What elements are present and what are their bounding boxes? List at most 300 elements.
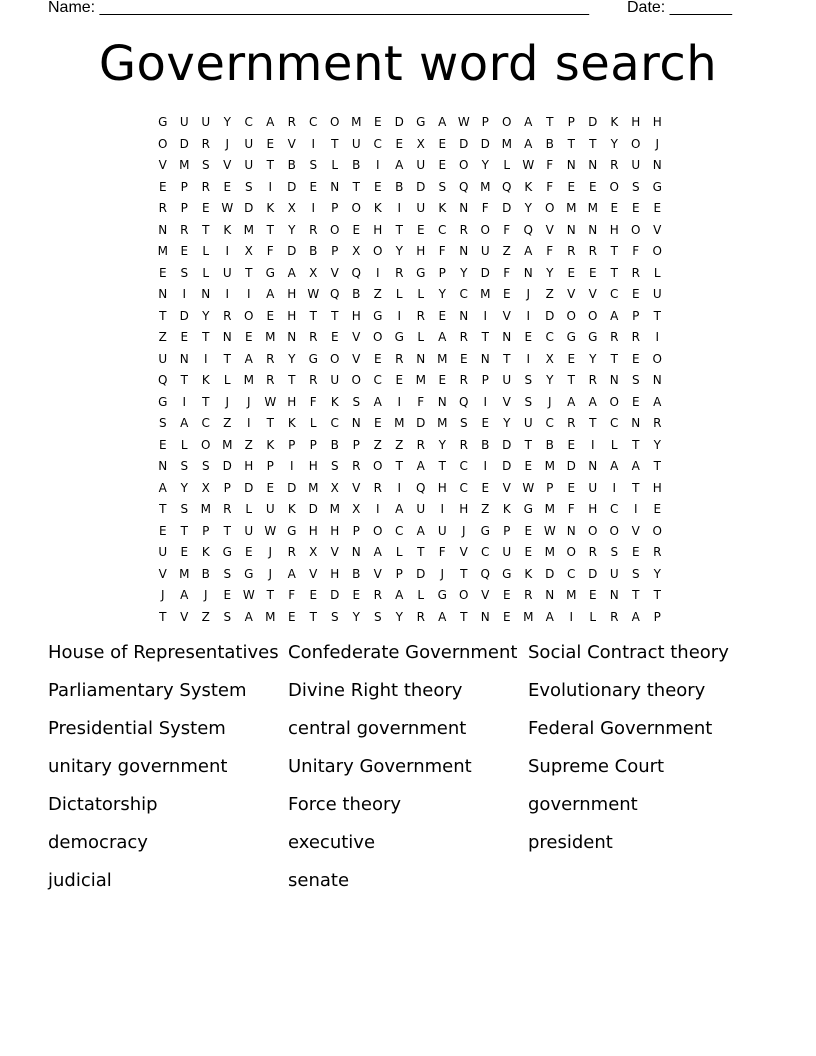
grid-letter: D <box>502 459 512 473</box>
grid-letter: R <box>201 179 210 194</box>
grid-letter: W <box>307 287 320 301</box>
grid-letter: G <box>523 502 533 516</box>
grid-letter: T <box>395 222 403 237</box>
grid-letter: M <box>415 373 426 387</box>
grid-letter: V <box>223 158 232 172</box>
grid-letter: T <box>202 222 210 237</box>
grid-letter: E <box>567 480 576 495</box>
grid-letter: D <box>222 459 232 473</box>
grid-letter: K <box>266 437 275 452</box>
grid-letter: H <box>330 566 340 581</box>
word-list-item: Supreme Court <box>528 756 665 777</box>
grid-letter: M <box>544 459 555 473</box>
grid-letter: R <box>567 244 576 258</box>
grid-letter: O <box>330 222 340 237</box>
grid-letter: Y <box>546 265 554 280</box>
grid-letter: Q <box>459 394 469 409</box>
grid-letter: E <box>567 179 576 194</box>
grid-letter: R <box>610 330 619 344</box>
grid-letter: R <box>158 201 167 215</box>
grid-letter: T <box>460 609 468 624</box>
grid-letter: Y <box>288 222 296 237</box>
grid-letter: M <box>265 609 276 624</box>
word-list-item: House of Representatives <box>48 642 279 663</box>
grid-letter: G <box>308 351 318 366</box>
grid-letter: P <box>395 566 403 581</box>
grid-letter: O <box>373 459 383 473</box>
header <box>48 0 748 19</box>
grid-letter: V <box>545 222 554 237</box>
grid-letter: M <box>544 545 555 559</box>
grid-letter: A <box>395 158 404 172</box>
grid-letter: V <box>631 523 640 538</box>
grid-letter: N <box>179 351 189 366</box>
grid-letter: U <box>416 158 426 172</box>
grid-letter: C <box>373 373 382 387</box>
grid-letter: F <box>288 588 296 602</box>
grid-letter: M <box>566 588 577 602</box>
grid-letter: S <box>631 566 640 581</box>
grid-letter: Y <box>288 351 296 366</box>
grid-letter: P <box>503 523 511 538</box>
grid-letter: K <box>223 222 232 237</box>
grid-letter: P <box>567 115 575 129</box>
grid-letter: D <box>545 566 555 581</box>
grid-letter: E <box>158 179 167 194</box>
grid-letter: M <box>437 416 448 430</box>
grid-letter: T <box>524 437 532 452</box>
grid-letter: E <box>352 222 361 237</box>
grid-letter: M <box>243 373 254 387</box>
grid-letter: F <box>309 394 317 409</box>
grid-letter: J <box>461 523 466 538</box>
grid-letter: L <box>395 545 403 559</box>
grid-letter: X <box>201 480 210 495</box>
grid-letter: N <box>523 265 533 280</box>
grid-letter: E <box>352 588 361 602</box>
grid-letter: T <box>567 136 575 151</box>
grid-letter: F <box>438 244 446 258</box>
grid-letter: D <box>308 502 318 516</box>
grid-letter: X <box>287 201 296 215</box>
grid-letter: Q <box>459 179 469 194</box>
grid-letter: B <box>481 437 490 452</box>
grid-letter: O <box>609 394 619 409</box>
grid-letter: E <box>588 265 597 280</box>
grid-letter: J <box>526 287 531 301</box>
grid-letter: Q <box>158 373 168 387</box>
grid-letter: F <box>632 244 640 258</box>
grid-letter: P <box>266 459 274 473</box>
grid-letter: T <box>309 308 317 323</box>
grid-letter: T <box>653 459 661 473</box>
grid-letter: E <box>309 179 318 194</box>
grid-letter: R <box>395 351 404 366</box>
grid-letter: G <box>222 545 232 559</box>
grid-letter: P <box>223 480 231 495</box>
grid-letter: N <box>480 609 490 624</box>
grid-letter: E <box>653 502 662 516</box>
grid-letter: R <box>653 416 662 430</box>
grid-letter: S <box>524 394 533 409</box>
grid-letter: N <box>566 523 576 538</box>
grid-letter: U <box>437 523 447 538</box>
grid-letter: E <box>631 201 640 215</box>
grid-letter: T <box>610 351 618 366</box>
grid-letter: N <box>588 459 598 473</box>
grid-letter: V <box>567 287 576 301</box>
grid-letter: U <box>158 545 168 559</box>
grid-letter: P <box>481 115 489 129</box>
grid-letter: T <box>632 437 640 452</box>
grid-letter: R <box>287 115 296 129</box>
word-list-item: government <box>528 794 638 815</box>
grid-letter: N <box>437 394 447 409</box>
grid-letter: C <box>545 416 554 430</box>
grid-letter: I <box>268 179 273 194</box>
grid-letter: S <box>180 502 189 516</box>
grid-letter: A <box>180 416 189 430</box>
grid-letter: H <box>609 222 619 237</box>
grid-letter: B <box>545 437 554 452</box>
grid-letter: S <box>180 459 189 473</box>
grid-letter: T <box>481 330 489 344</box>
grid-letter: D <box>416 416 426 430</box>
grid-letter: I <box>311 201 316 215</box>
grid-letter: H <box>330 523 340 538</box>
grid-letter: U <box>416 502 426 516</box>
grid-letter: R <box>309 330 318 344</box>
grid-letter: V <box>309 566 318 581</box>
grid-letter: I <box>655 330 660 344</box>
grid-letter: A <box>395 502 404 516</box>
grid-letter: W <box>457 115 470 129</box>
grid-letter: F <box>503 265 511 280</box>
grid-letter: R <box>459 437 468 452</box>
grid-letter: M <box>480 287 491 301</box>
grid-letter: U <box>244 523 254 538</box>
grid-letter: E <box>158 265 167 280</box>
grid-letter: O <box>609 523 619 538</box>
grid-letter: D <box>416 566 426 581</box>
date-field[interactable]: Date: _______ <box>627 0 732 16</box>
word-list-item: Confederate Government <box>288 642 518 663</box>
grid-letter: D <box>502 437 512 452</box>
grid-letter: P <box>331 244 339 258</box>
grid-letter: Q <box>502 179 512 194</box>
grid-letter: Z <box>373 437 382 452</box>
grid-letter: N <box>459 201 469 215</box>
grid-letter: U <box>158 351 168 366</box>
grid-letter: D <box>459 136 469 151</box>
grid-letter: I <box>526 351 531 366</box>
grid-letter: T <box>653 588 661 602</box>
grid-letter: I <box>375 265 380 280</box>
grid-letter: H <box>588 502 598 516</box>
grid-letter: T <box>159 609 167 624</box>
grid-letter: W <box>522 158 535 172</box>
grid-letter: C <box>610 416 619 430</box>
grid-letter: N <box>566 158 576 172</box>
grid-letter: V <box>180 609 189 624</box>
grid-letter: Q <box>523 222 533 237</box>
grid-letter: E <box>502 588 511 602</box>
grid-letter: S <box>223 566 232 581</box>
grid-letter: T <box>589 136 597 151</box>
grid-letter: X <box>416 136 425 151</box>
grid-letter: F <box>567 502 575 516</box>
word-list-item: Federal Government <box>528 718 713 739</box>
grid-letter: V <box>373 566 382 581</box>
grid-letter: C <box>201 416 210 430</box>
grid-letter: D <box>287 179 297 194</box>
grid-letter: I <box>203 351 208 366</box>
grid-letter: T <box>159 502 167 516</box>
grid-letter: O <box>609 179 619 194</box>
grid-letter: X <box>352 244 361 258</box>
grid-letter: D <box>566 459 576 473</box>
grid-letter: E <box>373 179 382 194</box>
grid-letter: T <box>632 588 640 602</box>
grid-letter: X <box>352 502 361 516</box>
grid-letter: N <box>588 222 598 237</box>
grid-letter: A <box>373 545 382 559</box>
grid-letter: T <box>288 373 296 387</box>
grid-letter: K <box>266 201 275 215</box>
grid-letter: E <box>524 459 533 473</box>
grid-letter: I <box>225 287 230 301</box>
grid-letter: E <box>201 201 210 215</box>
grid-letter: E <box>373 115 382 129</box>
grid-letter: Y <box>352 609 360 624</box>
grid-letter: V <box>459 545 468 559</box>
grid-letter: X <box>309 545 318 559</box>
grid-letter: A <box>180 588 189 602</box>
grid-letter: D <box>416 179 426 194</box>
grid-letter: B <box>395 179 404 194</box>
word-list <box>48 640 768 906</box>
word-list-item: Social Contract theory <box>528 642 729 663</box>
grid-letter: V <box>330 545 339 559</box>
grid-letter: K <box>330 394 339 409</box>
grid-letter: E <box>395 136 404 151</box>
grid-letter: N <box>459 308 469 323</box>
grid-letter: P <box>653 609 661 624</box>
grid-letter: S <box>201 459 210 473</box>
grid-letter: E <box>180 244 189 258</box>
grid-letter: U <box>179 115 189 129</box>
grid-letter: E <box>416 222 425 237</box>
grid-letter: V <box>330 265 339 280</box>
grid-letter: Z <box>545 287 554 301</box>
grid-letter: O <box>351 373 361 387</box>
grid-letter: A <box>287 265 296 280</box>
grid-letter: O <box>244 308 254 323</box>
grid-letter: E <box>395 373 404 387</box>
grid-letter: R <box>416 609 425 624</box>
grid-letter: O <box>631 136 641 151</box>
grid-letter: H <box>244 459 254 473</box>
grid-letter: E <box>567 437 576 452</box>
grid-letter: O <box>566 545 576 559</box>
grid-letter: L <box>202 265 210 280</box>
grid-letter: Y <box>524 201 532 215</box>
grid-letter: R <box>567 416 576 430</box>
grid-letter: D <box>287 244 297 258</box>
grid-letter: S <box>352 394 361 409</box>
grid-letter: E <box>438 308 447 323</box>
grid-letter: N <box>459 244 469 258</box>
grid-letter: J <box>225 394 230 409</box>
grid-letter: R <box>610 158 619 172</box>
word-list-item: executive <box>288 832 376 853</box>
grid-letter: U <box>609 566 619 581</box>
word-list-item: Parliamentary System <box>48 680 247 701</box>
grid-letter: G <box>566 330 576 344</box>
grid-letter: N <box>416 351 426 366</box>
grid-letter: T <box>546 115 554 129</box>
grid-letter: R <box>309 373 318 387</box>
grid-letter: A <box>266 115 275 129</box>
grid-letter: L <box>417 588 425 602</box>
grid-letter: R <box>352 459 361 473</box>
grid-letter: M <box>329 502 340 516</box>
grid-letter: B <box>309 244 318 258</box>
grid-letter: A <box>244 609 253 624</box>
grid-letter: T <box>266 222 274 237</box>
grid-letter: T <box>589 416 597 430</box>
word-list-item: Dictatorship <box>48 794 158 815</box>
grid-letter: G <box>158 394 168 409</box>
grid-letter: E <box>223 179 232 194</box>
grid-letter: Y <box>223 115 231 129</box>
grid-letter: I <box>246 416 251 430</box>
grid-letter: B <box>352 158 361 172</box>
grid-letter: R <box>287 545 296 559</box>
grid-letter: N <box>652 373 662 387</box>
grid-letter: P <box>180 201 188 215</box>
grid-letter: G <box>373 308 383 323</box>
word-list-item: central government <box>288 718 467 739</box>
grid-letter: O <box>459 158 469 172</box>
grid-letter: G <box>158 115 168 129</box>
grid-letter: A <box>524 244 533 258</box>
grid-letter: K <box>201 545 210 559</box>
grid-letter: D <box>179 308 189 323</box>
grid-letter: A <box>158 480 167 495</box>
grid-letter: T <box>567 373 575 387</box>
grid-letter: E <box>567 265 576 280</box>
grid-letter: E <box>266 308 275 323</box>
name-field[interactable]: Name: _______________________________________________________ <box>48 0 589 16</box>
grid-letter: T <box>503 351 511 366</box>
grid-letter: S <box>373 609 382 624</box>
grid-letter: Y <box>438 287 446 301</box>
grid-letter: D <box>480 265 490 280</box>
grid-letter: S <box>631 373 640 387</box>
grid-letter: E <box>438 373 447 387</box>
grid-letter: S <box>223 609 232 624</box>
grid-letter: P <box>288 437 296 452</box>
grid-letter: O <box>588 308 598 323</box>
grid-letter: R <box>416 437 425 452</box>
grid-letter: T <box>653 308 661 323</box>
grid-letter: E <box>631 394 640 409</box>
grid-letter: O <box>351 201 361 215</box>
grid-letter: R <box>395 265 404 280</box>
grid-letter: C <box>481 545 490 559</box>
grid-letter: J <box>655 136 660 151</box>
grid-letter: I <box>590 437 595 452</box>
grid-letter: T <box>266 158 274 172</box>
grid-letter: S <box>180 265 189 280</box>
grid-letter: S <box>524 373 533 387</box>
grid-letter: B <box>201 566 210 581</box>
grid-letter: E <box>567 351 576 366</box>
grid-letter: R <box>373 480 382 495</box>
grid-letter: T <box>352 179 360 194</box>
grid-letter: H <box>351 308 361 323</box>
grid-letter: U <box>502 545 512 559</box>
grid-letter: T <box>223 351 231 366</box>
grid-letter: S <box>330 609 339 624</box>
grid-letter: E <box>481 480 490 495</box>
grid-letter: Y <box>610 136 618 151</box>
grid-letter: X <box>244 244 253 258</box>
grid-letter: Z <box>502 244 511 258</box>
grid-letter: B <box>352 287 361 301</box>
grid-letter: I <box>397 480 402 495</box>
grid-letter: A <box>631 609 640 624</box>
grid-letter: R <box>524 588 533 602</box>
grid-letter: T <box>632 480 640 495</box>
grid-letter: S <box>244 179 253 194</box>
grid-letter: N <box>287 330 297 344</box>
grid-letter: J <box>246 394 251 409</box>
grid-letter: M <box>351 115 362 129</box>
grid-letter: H <box>652 115 662 129</box>
grid-letter: Y <box>180 480 188 495</box>
grid-letter: G <box>244 566 254 581</box>
grid-letter: I <box>483 459 488 473</box>
word-list-item: Force theory <box>288 794 402 815</box>
grid-letter: C <box>567 566 576 581</box>
grid-letter: P <box>309 437 317 452</box>
grid-letter: B <box>330 437 339 452</box>
grid-letter: I <box>440 502 445 516</box>
grid-letter: D <box>588 115 598 129</box>
grid-letter: G <box>480 523 490 538</box>
grid-letter: L <box>589 609 597 624</box>
grid-letter: O <box>652 351 662 366</box>
grid-letter: R <box>416 308 425 323</box>
grid-letter: E <box>524 523 533 538</box>
grid-letter: I <box>569 609 574 624</box>
grid-letter: V <box>653 222 662 237</box>
grid-letter: M <box>179 158 190 172</box>
word-list-item: unitary government <box>48 756 228 777</box>
grid-letter: T <box>223 523 231 538</box>
grid-letter: F <box>417 394 425 409</box>
grid-letter: A <box>524 136 533 151</box>
grid-letter: A <box>610 308 619 323</box>
grid-letter: O <box>566 308 576 323</box>
grid-letter: F <box>546 244 554 258</box>
grid-letter: O <box>652 523 662 538</box>
grid-letter: C <box>395 523 404 538</box>
grid-letter: Q <box>480 566 490 581</box>
grid-letter: I <box>612 480 617 495</box>
